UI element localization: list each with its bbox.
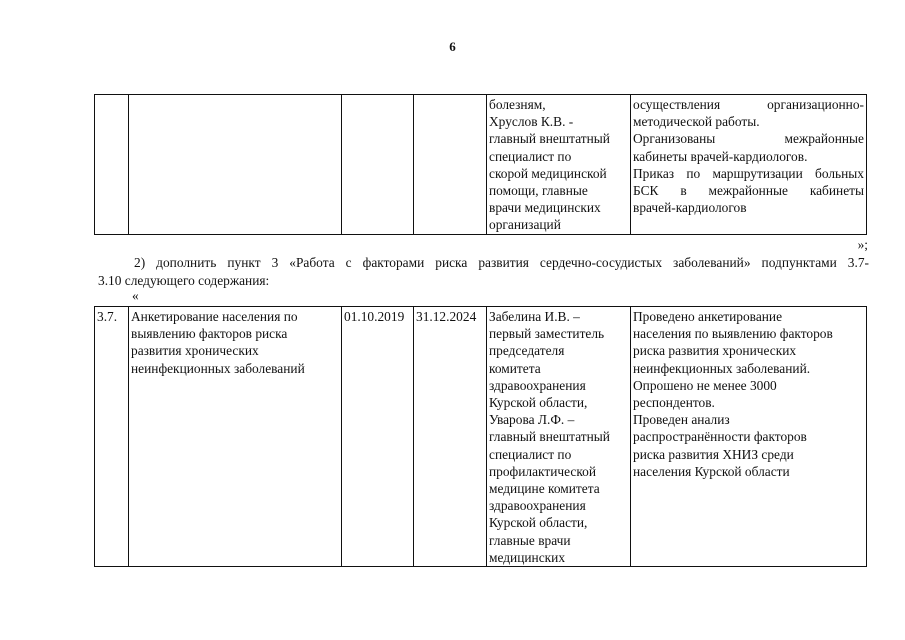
text-line: медицинских [489, 549, 566, 565]
amendment-paragraph [98, 254, 869, 289]
text-line: Организованы межрайонные [633, 131, 864, 147]
text-line: Анкетирование населения по [131, 309, 298, 324]
text-line: риска развития ХНИЗ среди [633, 446, 794, 462]
text-line: профилактической [489, 463, 597, 479]
text-line: Забелина И.В. – [489, 309, 580, 324]
text-line: кабинеты врачей-кардиологов. [633, 148, 808, 164]
text-line: Курской области, [489, 395, 588, 411]
table-cell-result [631, 307, 867, 567]
table-cell-start-date: 01.10.2019 [342, 307, 414, 567]
text-line: главный внештатный [489, 131, 610, 147]
table-cell-start-date [342, 95, 414, 235]
text-line: Уварова Л.Ф. – [489, 412, 575, 428]
table-cell-number: 3.7. [95, 307, 129, 567]
text-line: специалист по [489, 446, 572, 462]
paragraph-line: 2) дополнить пункт 3 «Работа с факторами риска развития сердечно-сосудистых заболеваний» подпунктами 3.7- [134, 255, 869, 270]
text-line: скорой медицинской [489, 165, 607, 181]
text-line: выявлению факторов риска [131, 326, 288, 342]
text-line: главные врачи [489, 532, 571, 548]
table-row [95, 307, 867, 567]
text-line: Проведено анкетирование [633, 309, 783, 324]
table-cell-responsible [487, 95, 631, 235]
text-line: риска развития хронических [633, 343, 797, 359]
text-line: Опрошено не менее 3000 [633, 377, 777, 393]
text-line: неинфекционных заболеваний [131, 360, 305, 376]
text-line: главный внештатный [489, 429, 610, 445]
page-number: 6 [449, 39, 456, 54]
paragraph-line: 3.10 следующего содержания: [98, 272, 270, 288]
table-cell-end-date: 31.12.2024 [414, 307, 487, 567]
text-line: респондентов. [633, 395, 715, 411]
table-cell-number [95, 95, 129, 235]
table-cell-measure [129, 95, 342, 235]
text-line: здравоохранения [489, 377, 586, 393]
text-line: Курской области, [489, 515, 588, 531]
text-line: БСК в межрайонные кабинеты [633, 183, 864, 199]
text-line: развития хронических [131, 343, 259, 359]
text-line: населения Курской области [633, 463, 790, 479]
text-line: медицине комитета [489, 481, 600, 497]
measures-table-new-rows [94, 306, 867, 567]
text-line: врачи медицинских [489, 200, 601, 216]
text-line: врачей-кардиологов [633, 200, 747, 216]
text-line: осуществления организационно- [633, 97, 864, 112]
text-line: методической работы. [633, 114, 760, 130]
text-line: распространённости факторов [633, 429, 807, 445]
text-line: неинфекционных заболеваний. [633, 360, 811, 376]
table-cell-responsible [487, 307, 631, 567]
table-cell-end-date [414, 95, 487, 235]
text-line: специалист по [489, 148, 572, 164]
measures-table-continuation [94, 94, 867, 235]
closing-quote: »; [857, 237, 868, 252]
text-line: комитета [489, 360, 541, 376]
text-line: председателя [489, 343, 565, 359]
text-line: первый заместитель [489, 326, 605, 342]
opening-quote: « [132, 288, 139, 303]
text-line: Хруслов К.В. - [489, 114, 574, 130]
text-line: помощи, главные [489, 183, 588, 199]
text-line: населения по выявлению факторов [633, 326, 833, 342]
text-line: Проведен анализ [633, 412, 730, 428]
table-row [95, 95, 867, 235]
text-line: здравоохранения [489, 498, 586, 514]
text-line: организаций [489, 217, 561, 233]
text-line: Приказ по маршрутизации больных [633, 165, 864, 181]
table-cell-measure [129, 307, 342, 567]
table-cell-result [631, 95, 867, 235]
text-line: болезням, [489, 97, 546, 112]
